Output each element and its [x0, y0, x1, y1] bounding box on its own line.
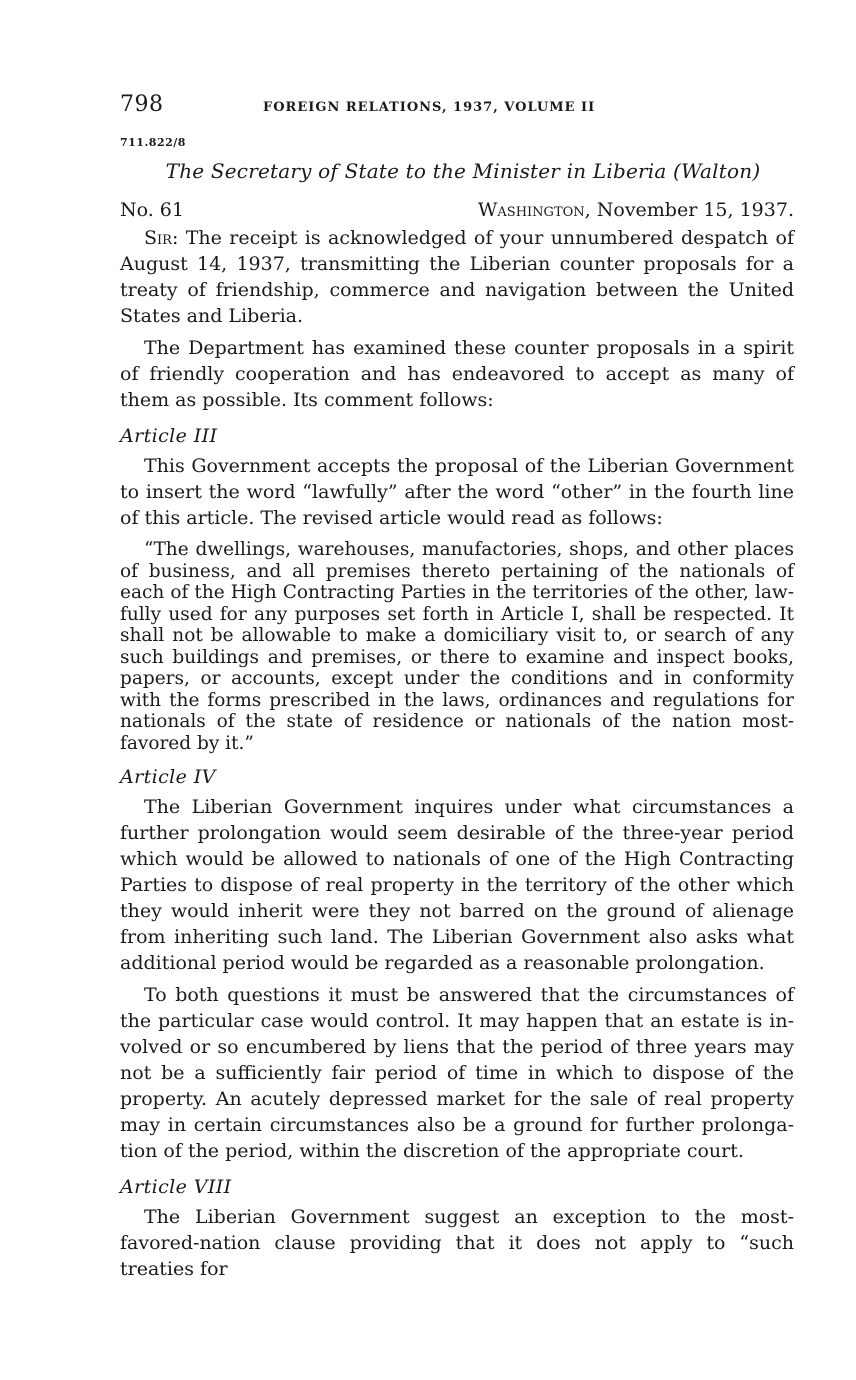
- salutation: Sir:: [144, 227, 179, 249]
- dateline: [120, 199, 794, 221]
- date: November 15, 1937.: [596, 199, 794, 221]
- article-4-paragraph-1: The Liberian Government inquires under what circumstances a further prolongation would seem desirable of the three-year period which would be allowed to nationals of one of the High Contracting Parties to dispose of real property in the territory of the other which they would inherit were they not barred on the ground of alienage from inheriting such land. The Liberian Government also asks what additional period would be regarded as a reasonable prolongation.: [120, 796, 794, 974]
- page-number: 798: [120, 92, 164, 117]
- document-page: [120, 92, 794, 1282]
- place-date: [478, 199, 794, 221]
- paragraph-department: The Department has examined these counter proposals in a spirit of friendly cooperation and has endeavored to accept as many of them as possible. Its comment follows:: [120, 337, 794, 411]
- article-3-paragraph: This Government accepts the proposal of the Liberian Government to insert the word “lawfully” after the word “other” in the fourth line of this article. The revised article would read as follows:: [120, 455, 794, 529]
- paragraph-opening-text: The receipt is acknowledged of your unnumbered despatch of August 14, 1937, transmitting the Liberian counter proposals for a treaty of friendship, commerce and navigation between the United States and Liberia.: [120, 227, 794, 327]
- document-title: The Secretary of State to the Minister in Liberia (Walton): [165, 159, 761, 183]
- running-title: FOREIGN RELATIONS, 1937, VOLUME II: [263, 100, 596, 115]
- paragraph-opening: [120, 225, 794, 329]
- article-4-heading: Article IV: [120, 766, 216, 788]
- article-8-paragraph: The Liberian Government suggest an exception to the most-favored-nation clause providing that it does not apply to “such treaties for: [120, 1206, 794, 1280]
- running-head: [120, 92, 794, 126]
- article-4-paragraph-2: To both questions it must be answered that the circumstances of the particular case would control. It may happen that an estate is involved or so encumbered by liens that the period of three years may not be a sufficiently fair period of time in which to dispose of the property. An acutely depressed market for the sale of real property may in certain circumstances also be a ground for further prolongation of the period, within the discretion of the appropriate court.: [120, 984, 794, 1162]
- despatch-number: No. 61: [120, 199, 184, 221]
- article-3-quote: “The dwellings, warehouses, manufactories, shops, and other places of business, and all premises thereto pertaining of the nationals of each of the High Contracting Parties in the territories of the other, lawfully used for any purposes set forth in Article I, shall be respected. It shall not be allowable to make a domiciliary visit to, or search of any such buildings and premises, or there to examine and inspect books, papers, or accounts, except under the conditions and in conformity with the forms prescribed in the laws, ordinances and regulations for nationals of the state of residence or nationals of the nation most-favored by it.”: [120, 539, 794, 754]
- file-number: 711.822/8: [120, 136, 186, 149]
- article-3-heading: Article III: [120, 425, 218, 447]
- article-8-heading: Article VIII: [120, 1176, 232, 1198]
- place: Washington,: [477, 199, 591, 221]
